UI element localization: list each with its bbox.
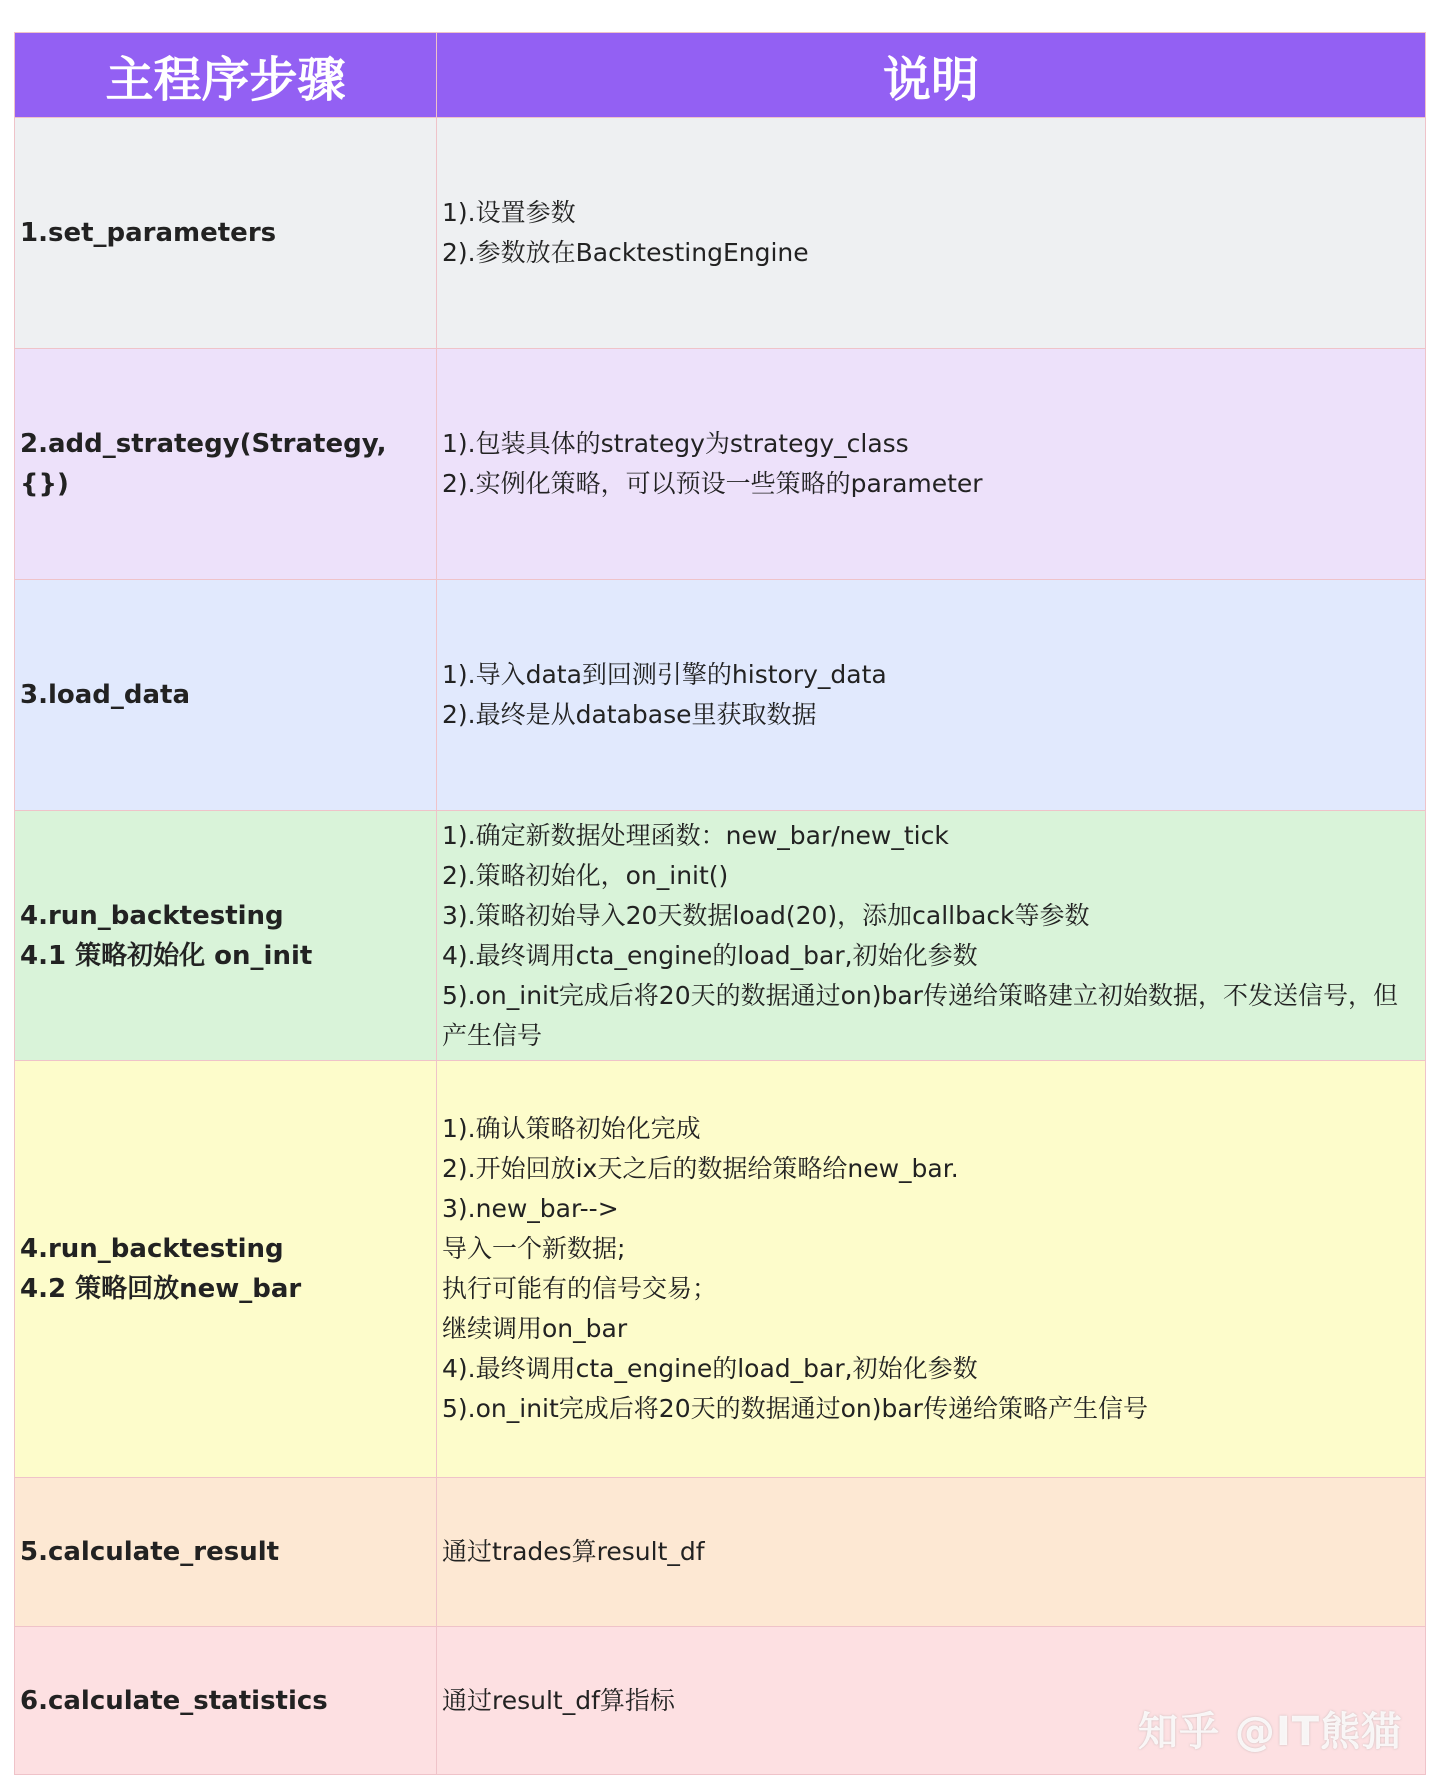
description-line: 3).策略初始导入20天数据load(20)，添加callback等参数 (442, 900, 1090, 930)
table-row (15, 811, 1426, 1061)
step-cell (15, 349, 437, 580)
step-label: 4.run_backtesting (20, 900, 284, 931)
description-line: 2).最终是从database里获取数据 (442, 700, 817, 729)
step-label: 1.set_parameters (20, 218, 277, 248)
step-cell (15, 811, 437, 1061)
description-line: 1).设置参数 (442, 198, 576, 227)
description-cell (437, 1478, 1426, 1627)
table-row (15, 1061, 1426, 1478)
step-label: 4.2 策略回放new_bar (20, 1274, 302, 1304)
description-line: 2).实例化策略，可以预设一些策略的parameter (442, 469, 983, 498)
description-line: 通过result_df算指标 (442, 1685, 675, 1715)
description-line: 4).最终调用cta_engine的load_bar,初始化参数 (442, 1354, 978, 1383)
description-line: 2).开始回放ix天之后的数据给策略给new_bar. (442, 1154, 959, 1183)
description-line: 3).new_bar--> (442, 1194, 619, 1223)
description-line: 1).确定新数据处理函数：new_bar/new_tick (442, 820, 949, 850)
step-cell (15, 1627, 437, 1775)
description-line: 1).确认策略初始化完成 (442, 1114, 701, 1143)
watermark: 知乎 @IT熊猫 (1138, 1709, 1403, 1755)
description-cell (437, 811, 1426, 1061)
step-label: 4.run_backtesting (20, 1234, 284, 1264)
header-step: 主程序步骤 (15, 33, 437, 118)
step-label: 5.calculate_result (20, 1537, 280, 1567)
table-row (15, 349, 1426, 580)
header-description: 说明 (437, 33, 1426, 118)
table-row (15, 580, 1426, 811)
step-cell (15, 1061, 437, 1478)
step-cell (15, 580, 437, 811)
description-line: 4).最终调用cta_engine的load_bar,初始化参数 (442, 940, 978, 970)
description-line: 导入一个新数据; (442, 1234, 626, 1263)
steps-table (14, 32, 1426, 1775)
step-cell (15, 1478, 437, 1627)
step-cell (15, 118, 437, 349)
header-row (15, 33, 1426, 118)
description-line: 5).on_init完成后将20天的数据通过on)bar传递给策略产生信号 (442, 1394, 1148, 1423)
description-cell (437, 349, 1426, 580)
step-label: 4.1 策略初始化 on_init (20, 940, 313, 971)
step-label: 6.calculate_statistics (20, 1685, 328, 1716)
description-cell (437, 580, 1426, 811)
description-line: 2).参数放在BacktestingEngine (442, 238, 809, 267)
description-line: 1).导入data到回测引擎的history_data (442, 660, 887, 689)
description-line: 执行可能有的信号交易； (442, 1274, 718, 1303)
table-row (15, 1478, 1426, 1627)
description-line: 2).策略初始化，on_init() (442, 860, 729, 890)
description-line: 5).on_init完成后将20天的数据通过on)bar传递给策略建立初始数据，不发送信号，但产生信号 (442, 980, 1398, 1050)
description-line: 1).包装具体的strategy为strategy_class (442, 429, 909, 458)
step-label: 2.add_strategy(Strategy,{}) (20, 429, 387, 499)
description-line: 继续调用on_bar (442, 1314, 628, 1343)
table-row (15, 118, 1426, 349)
description-line: 通过trades算result_df (442, 1537, 705, 1566)
description-cell (437, 1061, 1426, 1478)
step-label: 3.load_data (20, 680, 191, 710)
description-cell (437, 118, 1426, 349)
